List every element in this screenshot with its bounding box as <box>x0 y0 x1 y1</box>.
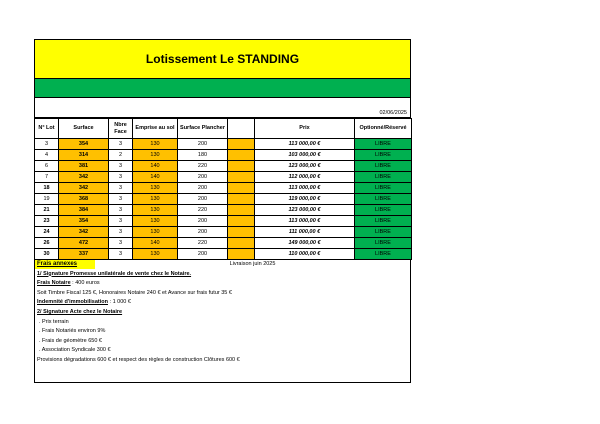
lot-emprise: 130 <box>133 216 178 227</box>
indemnite-line <box>35 298 410 308</box>
lot-face: 3 <box>109 216 133 227</box>
header-nbre-face: Nbre Face <box>109 119 133 139</box>
timbre-line: Soit Timbre Fiscal 125 €, Honoraires Notaire 240 € et Avance sur frais futur 35 € <box>37 289 232 296</box>
lot-emprise: 130 <box>133 183 178 194</box>
lot-status: LIBRE <box>355 205 412 216</box>
lot-face: 3 <box>109 139 133 150</box>
lot-surface: 354 <box>59 216 109 227</box>
lot-status: LIBRE <box>355 216 412 227</box>
lot-plancher: 200 <box>178 172 228 183</box>
lot-blank <box>228 139 255 150</box>
lot-emprise: 130 <box>133 249 178 260</box>
lot-status: LIBRE <box>355 183 412 194</box>
lot-plancher: 220 <box>178 205 228 216</box>
notes-header: Frais annexes <box>35 260 95 269</box>
frais-annexes-box <box>34 259 411 383</box>
lot-surface: 314 <box>59 150 109 161</box>
lot-plancher: 220 <box>178 238 228 249</box>
lot-blank <box>228 183 255 194</box>
lot-emprise: 130 <box>133 205 178 216</box>
header-plancher: Surface Plancher <box>178 119 228 139</box>
lot-surface: 342 <box>59 227 109 238</box>
lot-status: LIBRE <box>355 172 412 183</box>
lot-number: 21 <box>35 205 59 216</box>
lot-plancher: 180 <box>178 150 228 161</box>
lot-face: 3 <box>109 227 133 238</box>
table-header <box>35 119 412 139</box>
lot-emprise: 140 <box>133 172 178 183</box>
green-band <box>34 79 411 98</box>
lot-status: LIBRE <box>355 227 412 238</box>
lot-face: 3 <box>109 183 133 194</box>
item-association: . Association Syndicale 300 € <box>39 347 111 354</box>
lot-prix: 119 000,00 € <box>255 194 355 205</box>
lot-face: 3 <box>109 249 133 260</box>
indemnite-value: : 1 000 € <box>107 299 131 306</box>
header-surface: Surface <box>59 119 109 139</box>
lot-number: 19 <box>35 194 59 205</box>
section-acte: 2/ Signature Acte chez le Notaire <box>37 308 123 315</box>
lot-number: 6 <box>35 161 59 172</box>
spacer-row <box>34 98 411 108</box>
lot-plancher: 200 <box>178 249 228 260</box>
lot-prix: 112 000,00 € <box>255 172 355 183</box>
sheet-date: 02/06/2025 <box>34 108 411 118</box>
lot-emprise: 130 <box>133 139 178 150</box>
header-prix: Prix <box>255 119 355 139</box>
lot-emprise: 140 <box>133 161 178 172</box>
table-row <box>35 172 412 183</box>
lot-number: 23 <box>35 216 59 227</box>
frais-notaire-value: : 400 euros <box>70 280 100 287</box>
frais-notaire-line <box>35 279 410 289</box>
lot-prix: 111 000,00 € <box>255 227 355 238</box>
lot-plancher: 200 <box>178 139 228 150</box>
table-row <box>35 238 412 249</box>
lot-number: 7 <box>35 172 59 183</box>
lot-number: 3 <box>35 139 59 150</box>
table-row <box>35 205 412 216</box>
lot-prix: 113 000,00 € <box>255 183 355 194</box>
table-row <box>35 183 412 194</box>
lot-blank <box>228 150 255 161</box>
table-row <box>35 150 412 161</box>
lot-prix: 103 000,00 € <box>255 150 355 161</box>
lot-face: 3 <box>109 172 133 183</box>
lot-plancher: 200 <box>178 227 228 238</box>
lot-blank <box>228 205 255 216</box>
item-prix-terrain: . Prix terrain <box>39 318 69 325</box>
lot-emprise: 140 <box>133 238 178 249</box>
lot-plancher: 200 <box>178 194 228 205</box>
lot-status: LIBRE <box>355 161 412 172</box>
section-promesse: 1/ Signature Promesse unilatérale de vente chez le Notaire. <box>37 270 192 277</box>
table-row <box>35 139 412 150</box>
sheet-title: Lotissement Le STANDING <box>34 39 411 79</box>
lot-plancher: 200 <box>178 216 228 227</box>
lot-number: 24 <box>35 227 59 238</box>
lot-number: 30 <box>35 249 59 260</box>
lot-number: 26 <box>35 238 59 249</box>
lot-number: 4 <box>35 150 59 161</box>
lot-prix: 149 000,00 € <box>255 238 355 249</box>
lot-surface: 472 <box>59 238 109 249</box>
indemnite-label: Indemnité d'immobilisation <box>37 299 108 306</box>
table-row <box>35 249 412 260</box>
lot-blank <box>228 238 255 249</box>
lot-emprise: 130 <box>133 227 178 238</box>
lot-face: 3 <box>109 238 133 249</box>
livraison-note: Livraison juin 2025 <box>229 261 276 267</box>
lot-surface: 342 <box>59 183 109 194</box>
lot-surface: 354 <box>59 139 109 150</box>
lot-blank <box>228 249 255 260</box>
table-row <box>35 161 412 172</box>
header-blank <box>228 119 255 139</box>
lot-surface: 381 <box>59 161 109 172</box>
header-emprise: Emprise au sol <box>133 119 178 139</box>
lot-status: LIBRE <box>355 139 412 150</box>
lot-emprise: 130 <box>133 194 178 205</box>
lot-emprise: 130 <box>133 150 178 161</box>
lot-face: 3 <box>109 161 133 172</box>
frais-notaire-label: Frais Notaire <box>37 280 71 287</box>
header-status: Optionné/Réservé <box>355 119 412 139</box>
item-frais-geometre: . Frais de géomètre 650 € <box>39 337 102 344</box>
table-row <box>35 227 412 238</box>
lot-face: 3 <box>109 194 133 205</box>
lot-blank <box>228 161 255 172</box>
lot-face: 3 <box>109 205 133 216</box>
lot-blank <box>228 194 255 205</box>
item-frais-notaries: . Frais Notariés environ 9% <box>39 328 106 335</box>
lot-blank <box>228 172 255 183</box>
table-row <box>35 194 412 205</box>
lot-surface: 342 <box>59 172 109 183</box>
price-sheet <box>34 39 411 268</box>
lot-plancher: 220 <box>178 161 228 172</box>
lots-table <box>34 118 412 260</box>
lot-prix: 123 000,00 € <box>255 161 355 172</box>
lot-status: LIBRE <box>355 249 412 260</box>
lot-status: LIBRE <box>355 194 412 205</box>
table-row <box>35 216 412 227</box>
lot-face: 2 <box>109 150 133 161</box>
lot-prix: 110 000,00 € <box>255 249 355 260</box>
lot-blank <box>228 216 255 227</box>
lot-blank <box>228 227 255 238</box>
lot-surface: 337 <box>59 249 109 260</box>
provisions-line: Provisions dégradations 600 € et respect des règles de construction Clôtures 600 € <box>37 356 240 363</box>
lot-status: LIBRE <box>355 238 412 249</box>
lot-plancher: 200 <box>178 183 228 194</box>
lot-number: 18 <box>35 183 59 194</box>
lot-surface: 384 <box>59 205 109 216</box>
header-lot: N° Lot <box>35 119 59 139</box>
lot-surface: 368 <box>59 194 109 205</box>
lot-prix: 113 000,00 € <box>255 216 355 227</box>
lot-status: LIBRE <box>355 150 412 161</box>
lot-prix: 113 000,00 € <box>255 139 355 150</box>
lot-prix: 123 000,00 € <box>255 205 355 216</box>
